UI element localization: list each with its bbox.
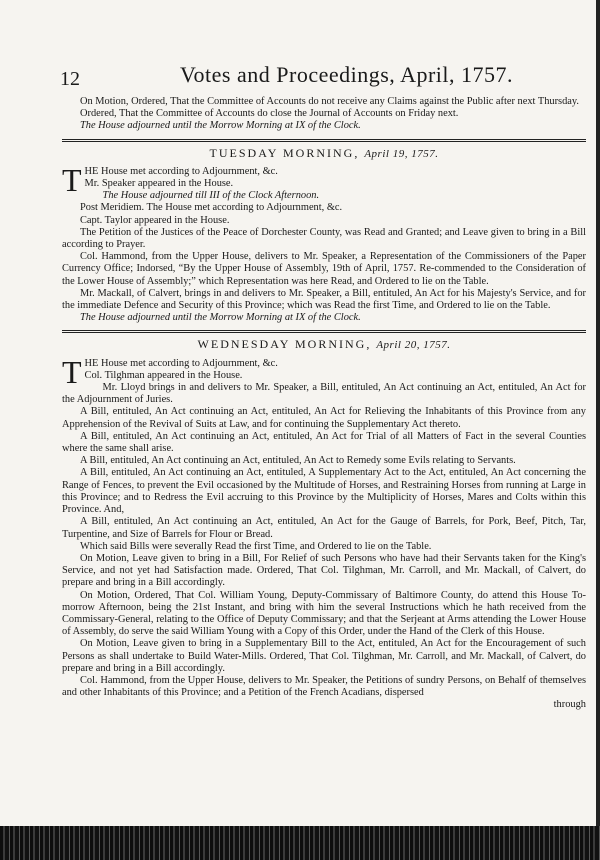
paragraph: through	[553, 699, 586, 711]
section-title-tuesday	[62, 147, 586, 160]
scan-edge-bottom	[0, 826, 600, 860]
intro-block	[62, 96, 586, 133]
paragraph: On Motion, Ordered, That Col. William Young, Deputy-Commissary of Baltimore County, do attend this House To-morrow Afternoon, being the 21st Instant, and bring with him the several Instructions which he hath received from the Commissary-General, relating to the Office of Deputy Commissary; and that the Serjeant at Arms attending the Lower House of Assembly, do serve the said William Young with a Copy of this Order, under the Hand of the Clerk of this House.	[62, 589, 586, 638]
paragraph: Ordered, That the Committee of Accounts do close the Journal of Accounts on Friday next.	[80, 108, 459, 120]
paragraph: A Bill, entituled, An Act continuing an Act, entituled, An Act to Remedy some Evils relating to Servants.	[80, 455, 516, 467]
drop-cap: T	[62, 161, 82, 198]
paragraph: Col. Hammond, from the Upper House, delivers to Mr. Speaker, a Representation of the Commissioners of the Paper Currency Office; Indorsed, “By the Upper House of Assembly, 19th of April, 1757. Re-commended to the Consideration of the Lower House of Assembly;” which Representation was here Read, and Ordered to lie on the Table.	[62, 251, 586, 287]
section-rule	[62, 330, 586, 333]
paragraph: On Motion, Ordered, That the Committee of Accounts do not receive any Claims against the Public after next Thursday.	[80, 96, 580, 107]
paragraph: Post Meridiem. The House met according to Adjournment, &c.	[80, 202, 343, 214]
paragraph: A Bill, entituled, An Act continuing an Act, entituled, An Act for the Gauge of Barrels, for Pork, Beef, Pitch, Tar, Turpentine, and Size of Barrels for Flour or Bread.	[62, 516, 586, 540]
section-rule	[62, 139, 586, 142]
paragraph: Mr. Speaker appeared in the House.	[84, 178, 234, 190]
paragraph: Col. Hammond, from the Upper House, delivers to Mr. Speaker, the Petitions of sundry Persons, on Behalf of themselves and other Inhabitants of this Province; and a Petition of the French Acadians, dispersed	[62, 674, 586, 699]
document-body	[62, 96, 586, 712]
section-day: WEDNESDAY MORNING,	[197, 337, 372, 352]
page-header	[60, 62, 580, 92]
scan-edge-right	[596, 0, 600, 860]
paragraph: On Motion, Leave given to bring in a Bill, For Relief of such Persons who have had their Servants taken for the King's Service, and not yet had Satisfaction made. Ordered, That Col. Tilghman, Mr. Carroll, and Mr. Mackall, of Calvert, do prepare and bring in a Bill accordingly.	[62, 552, 586, 589]
section-date: April 20, 1757.	[376, 339, 451, 352]
paragraph: HE House met according to Adjournment, &c.	[84, 165, 278, 177]
drop-cap: T	[62, 353, 82, 390]
page-number: 12	[60, 68, 80, 90]
paragraph: The House adjourned until the Morrow Morning at IX of the Clock.	[80, 120, 361, 132]
section-day: TUESDAY MORNING,	[209, 145, 360, 160]
paragraph: A Bill, entituled, An Act continuing an Act, entituled, A Supplementary Act to the Act, entituled, An Act concerning the Range of Fences, to prevent the Evil occasioned by the Multitude of Horses, and Restraining Horses from running at Large in this Province; and to Redress the Evil accruing to this Province by the Multiplicity of Horses, Mares and Colts within this Province. And,	[62, 467, 586, 516]
paragraph: A Bill, entituled, An Act continuing an Act, entituled, An Act for Relieving the Inhabitants of this Province from any Apprehension of the Revival of Suits at Law, and for continuing the Supplementary Act thereto.	[62, 406, 586, 430]
paragraph: A Bill, entituled, An Act continuing an Act, entituled, An Act for Trial of all Matters of Fact in the several Counties where the same shall arise.	[62, 430, 586, 455]
section-date: April 19, 1757.	[364, 147, 439, 160]
paragraph: The House adjourned till III of the Clock Afternoon.	[102, 190, 320, 202]
section-wednesday	[62, 353, 586, 712]
paragraph: On Motion, Leave given to bring in a Supplementary Bill to the Act, entituled, An Act for the Encouragement of such Persons as shall undertake to Build Water-Mills. Ordered, That Col. Tilghman, Mr. Carroll, and Mr. Mackall, of Calvert, do prepare and bring in a Bill accordingly.	[62, 638, 586, 674]
paragraph: Which said Bills were severally Read the first Time, and Ordered to lie on the Table.	[80, 540, 432, 552]
paragraph: Mr. Lloyd brings in and delivers to Mr. Speaker, a Bill, entituled, An Act continuing an Act, entituled, An Act for the Adjournment of Juries.	[62, 382, 586, 406]
paragraph: Mr. Mackall, of Calvert, brings in and delivers to Mr. Speaker, a Bill, entituled, An Act for his Majesty's Service, and for the immediate Defence and Security of this Province; which was Read the first Time, and Ordered to lie on the Table.	[62, 287, 586, 312]
paragraph: HE House met according to Adjournment, &c.	[84, 357, 278, 369]
paragraph: Capt. Taylor appeared in the House.	[80, 214, 230, 226]
section-tuesday	[62, 161, 586, 325]
paragraph: Col. Tilghman appeared in the House.	[84, 369, 243, 381]
paragraph: The House adjourned until the Morrow Morning at IX of the Clock.	[80, 312, 361, 324]
paragraph: The Petition of the Justices of the Peace of Dorchester County, was Read and Granted; and Leave given to bring in a Bill according to Prayer.	[62, 226, 586, 251]
running-head: Votes and Proceedings, April, 1757.	[180, 62, 514, 87]
section-title-wednesday	[62, 338, 586, 351]
